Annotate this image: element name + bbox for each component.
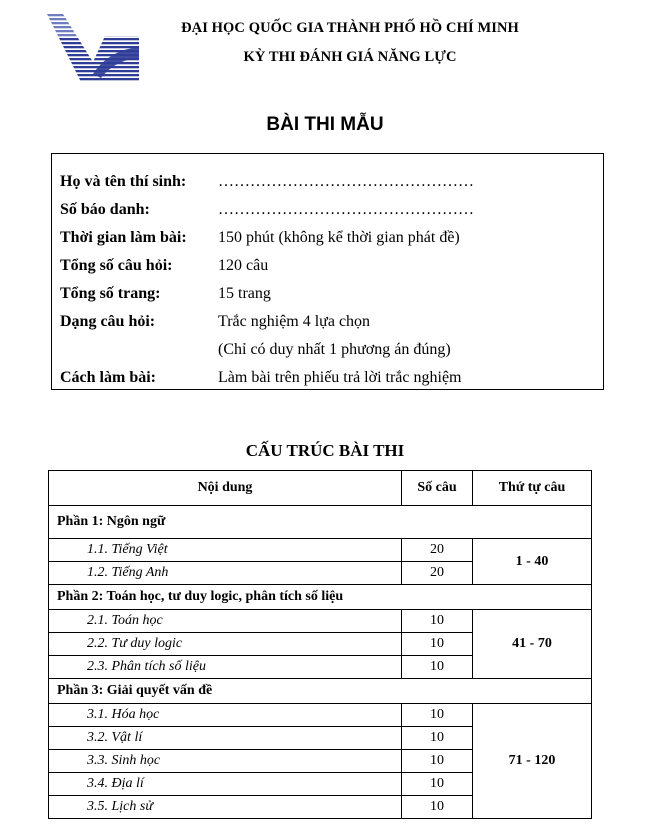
item-name: 2.1. Toán học xyxy=(49,610,402,633)
info-row xyxy=(52,170,603,194)
question-range: 1 - 40 xyxy=(473,539,592,585)
info-label: Thời gian làm bài: xyxy=(60,229,187,246)
item-name: 2.3. Phân tích số liệu xyxy=(49,656,402,679)
info-value: 150 phút (không kể thời gian phát đề) xyxy=(218,229,460,246)
logo-stripe xyxy=(47,30,139,32)
table-row xyxy=(49,610,592,633)
info-row xyxy=(52,254,603,278)
item-count: 10 xyxy=(402,773,473,796)
table-row xyxy=(49,539,592,562)
question-range: 71 - 120 xyxy=(473,704,592,819)
exam-info-box xyxy=(51,153,604,390)
exam-name: KỲ THI ĐÁNH GIÁ NĂNG LỰC xyxy=(243,49,457,65)
item-name: 3.4. Địa lí xyxy=(49,773,402,796)
question-range: 41 - 70 xyxy=(473,610,592,679)
info-label: Tổng số trang: xyxy=(60,285,161,302)
header-count: Số câu xyxy=(402,471,473,506)
table-header-row xyxy=(49,471,592,506)
info-value: (Chỉ có duy nhất 1 phương án đúng) xyxy=(218,341,451,358)
section-name: Phần 3: Giải quyết vấn đề xyxy=(49,679,592,704)
info-label: Tổng số câu hỏi: xyxy=(60,257,173,274)
logo-stripe xyxy=(47,46,139,48)
university-logo xyxy=(47,14,139,82)
item-name: 3.2. Vật lí xyxy=(49,727,402,750)
item-name: 3.3. Sinh học xyxy=(49,750,402,773)
item-count: 10 xyxy=(402,796,473,819)
header-content: Nội dung xyxy=(49,471,402,506)
info-label: Họ và tên thí sinh: xyxy=(60,173,187,190)
organization-name: ĐẠI HỌC QUỐC GIA THÀNH PHỐ HỒ CHÍ MINH xyxy=(181,20,519,36)
info-value: ………………………………………… xyxy=(218,201,474,218)
info-label: Dạng câu hỏi: xyxy=(60,313,156,330)
item-count: 10 xyxy=(402,610,473,633)
exam-structure-table xyxy=(48,470,592,819)
info-value: ………………………………………… xyxy=(218,173,474,190)
info-row xyxy=(52,198,603,222)
item-count: 10 xyxy=(402,750,473,773)
info-row xyxy=(52,310,603,334)
item-count: 20 xyxy=(402,539,473,562)
logo-stripe xyxy=(47,74,139,76)
item-count: 10 xyxy=(402,727,473,750)
logo-stripe xyxy=(47,70,139,72)
logo-stripe xyxy=(47,22,139,24)
item-count: 20 xyxy=(402,562,473,585)
info-value: Làm bài trên phiếu trả lời trắc nghiệm xyxy=(218,369,462,386)
info-label: Số báo danh: xyxy=(60,201,150,218)
info-label: Cách làm bài: xyxy=(60,369,156,386)
table-row xyxy=(49,704,592,727)
section-name: Phần 1: Ngôn ngữ xyxy=(49,506,592,539)
info-value: 120 câu xyxy=(218,257,269,274)
item-name: 1.1. Tiếng Việt xyxy=(49,539,402,562)
section-row xyxy=(49,506,592,539)
info-value: Trắc nghiệm 4 lựa chọn xyxy=(218,313,371,330)
logo-stripe xyxy=(47,18,139,20)
logo-stripe xyxy=(47,66,139,68)
item-name: 3.1. Hóa học xyxy=(49,704,402,727)
logo-stripe xyxy=(47,62,139,64)
item-name: 1.2. Tiếng Anh xyxy=(49,562,402,585)
logo-stripe xyxy=(47,34,139,36)
item-count: 10 xyxy=(402,704,473,727)
item-name: 3.5. Lịch sử xyxy=(49,796,402,819)
section-row xyxy=(49,679,592,704)
info-value: 15 trang xyxy=(218,285,271,302)
logo-stripe xyxy=(47,42,139,44)
header-order: Thứ tự câu xyxy=(473,471,592,506)
item-count: 10 xyxy=(402,656,473,679)
document-title: BÀI THI MẪU xyxy=(266,114,384,135)
info-row xyxy=(52,338,603,362)
info-row xyxy=(52,226,603,250)
logo-stripe xyxy=(47,38,139,40)
section-name: Phần 2: Toán học, tư duy logic, phân tích số liệu xyxy=(49,585,592,610)
logo-stripe xyxy=(47,14,139,16)
info-row xyxy=(52,282,603,306)
structure-title: CẤU TRÚC BÀI THI xyxy=(245,441,405,460)
item-count: 10 xyxy=(402,633,473,656)
section-row xyxy=(49,585,592,610)
item-name: 2.2. Tư duy logic xyxy=(49,633,402,656)
logo-stripe xyxy=(47,78,139,80)
logo-stripe xyxy=(47,26,139,28)
info-row xyxy=(52,366,603,390)
